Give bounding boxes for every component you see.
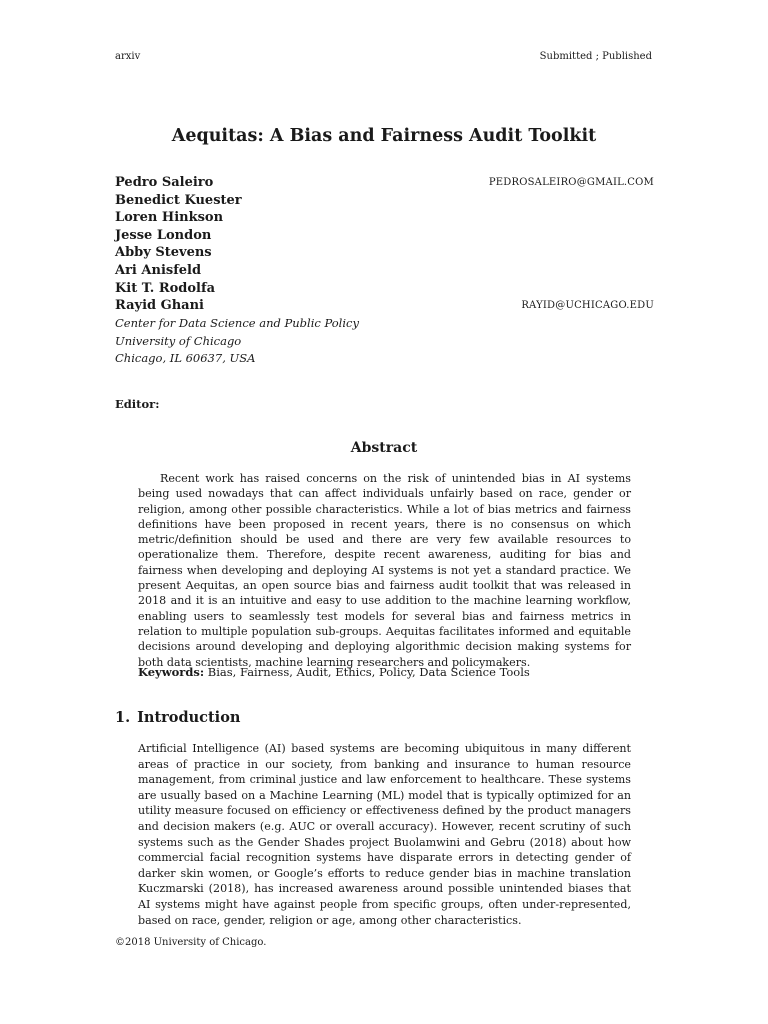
keywords-line: [138, 665, 530, 679]
running-header-left: arxiv: [115, 51, 141, 62]
keywords-text: Bias, Fairness, Audit, Ethics, Policy, Data Science Tools: [207, 665, 530, 679]
author-email-last: RAYID@UCHICAGO.EDU: [521, 300, 654, 311]
author-name: Abby Stevens: [115, 245, 212, 261]
editor-label: Editor:: [115, 397, 160, 411]
affiliation-line: Center for Data Science and Public Policy: [115, 316, 359, 330]
author-name: Jesse London: [115, 227, 212, 243]
abstract-text: Recent work has raised concerns on the risk of unintended bias in AI systems being used nowadays that can affect individuals unfairly based on race, gender or religion, among other possible characteristics. While a lot of bias metrics and fairness definitions have been proposed in recent years, there is no consensus on which metric/definition should be used and there are very few available resources to operationalize them. Therefore, despite recent awareness, auditing for bias and fairness when developing and deploying AI systems is not yet a standard practice. We present Aequitas, an open source bias and fairness audit toolkit that was released in 2018 and it is an intuitive and easy to use addition to the machine learning workflow, enabling users to seamlessly test models for several bias and fairness metrics in relation to multiple population sub-groups. Aequitas facilitates informed and equitable decisions around developing and deploying algorithmic decision making systems for both data scientists, machine learning researchers and policymakers.: [138, 472, 631, 669]
author-name: Rayid Ghani: [115, 298, 205, 314]
keywords-label: Keywords:: [138, 665, 205, 679]
author-name: Pedro Saleiro: [115, 175, 214, 190]
author-name: Benedict Kuester: [115, 192, 242, 208]
author-name: Loren Hinkson: [115, 210, 224, 226]
running-header-right: Submitted ; Published: [539, 51, 652, 62]
section-title: Introduction: [137, 709, 241, 726]
affiliation-line: University of Chicago: [115, 333, 242, 348]
copyright-footer: ©2018 University of Chicago.: [115, 937, 267, 948]
introduction-paragraph: Artificial Intelligence (AI) based systems are becoming ubiquitous in many different areas of practice in our society, from banking and insurance to human resource management, from criminal justice and law enforcement to healthcare. These systems are usually based on a Machine Learning (ML) model that is typically optimized for an utility measure focused on efficiency or effectiveness defined by the product managers and decision makers (e.g. AUC or overall accuracy). However, recent scrutiny of such systems such as the Gender Shades project Buolamwini and Gebru (2018) about how commercial facial recognition systems have disparate errors in detecting gender of darker skin women, or Google’s efforts to reduce gender bias in machine translation Kuczmarski (2018), has increased awareness around possible unintended biases that AI systems might have against people from specific groups, often under-represented, based on race, gender, religion or age, among other characteristics.: [138, 742, 631, 927]
affiliation-block: [115, 315, 359, 368]
author-name: Ari Anisfeld: [115, 262, 202, 278]
author-name: Kit T. Rodolfa: [115, 280, 216, 296]
affiliation-line: Chicago, IL 60637, USA: [115, 351, 256, 365]
section-heading: [115, 709, 240, 726]
author-email-first: PEDROSALEIRO@GMAIL.COM: [488, 177, 654, 188]
abstract-heading: Abstract: [350, 440, 418, 456]
section-number: 1.: [115, 709, 131, 726]
paper-title: Aequitas: A Bias and Fairness Audit Toolkit: [171, 126, 597, 146]
author-list: [115, 174, 242, 315]
